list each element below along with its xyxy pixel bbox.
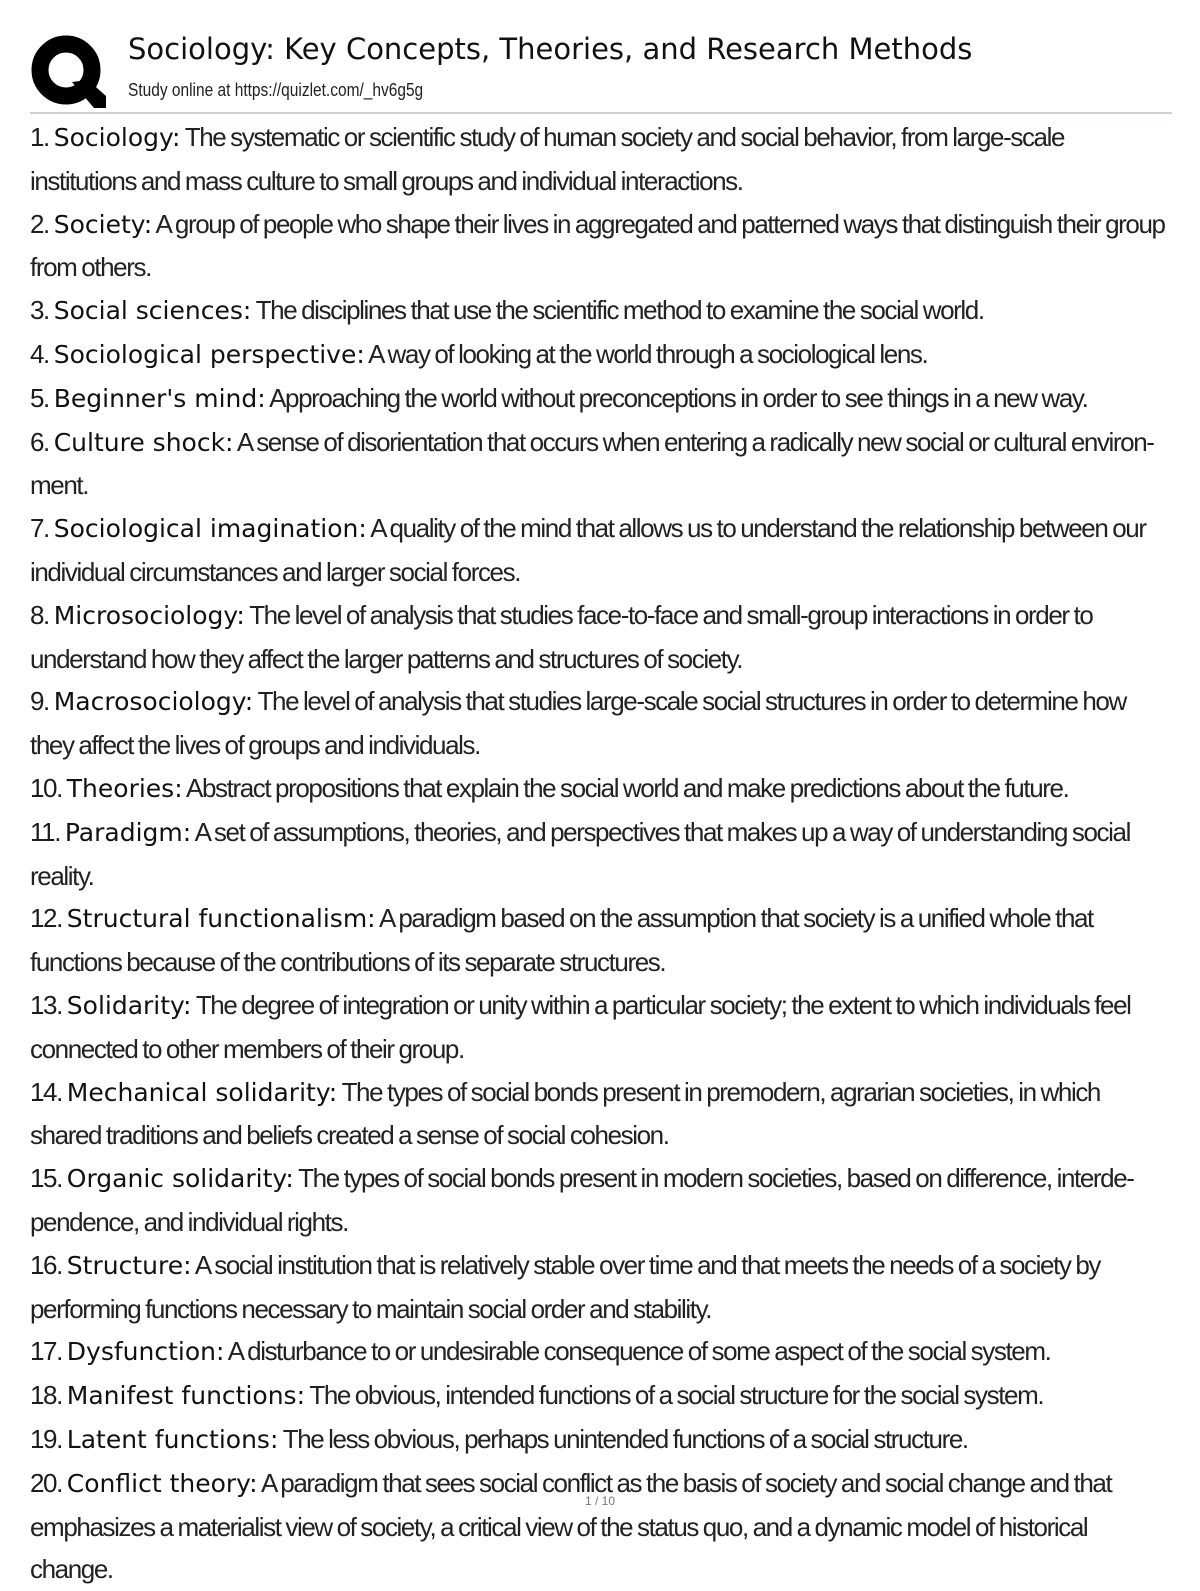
term-item — [30, 811, 1172, 898]
term-number: 12. — [30, 903, 62, 934]
term-number: 2. — [30, 208, 49, 239]
term-item — [30, 897, 1172, 984]
term-definition: Abstract propositions that explain the social world and make predictions about the future. — [186, 772, 1069, 803]
term-number: 19. — [30, 1423, 62, 1454]
term-item — [30, 1374, 1172, 1418]
term-name: Structural functionalism: — [66, 904, 376, 934]
study-online-link-text: Study online at https://quizlet.com/_hv6g5g — [128, 80, 424, 100]
header-divider — [30, 112, 1172, 114]
term-item — [30, 680, 1172, 767]
term-number: 8. — [30, 599, 49, 630]
term-number: 16. — [30, 1249, 62, 1280]
term-name: Manifest functions: — [66, 1381, 305, 1411]
term-definition: The types of social bonds present in modern societies, based on difference, interde- pendence, and individual rights. — [30, 1163, 1134, 1237]
term-definition: Approaching the world without preconceptions in order to see things in a new way. — [269, 382, 1088, 413]
term-name: Microsociology: — [53, 600, 245, 630]
term-definition: A paradigm that sees social conflict as the basis of society and social change and that emphasizes a materialist view of society, a critical view of the status quo, and a dynamic model of historical change. — [30, 1467, 1112, 1585]
term-item — [30, 377, 1172, 421]
term-item — [30, 1244, 1172, 1331]
term-name: Sociological perspective: — [53, 339, 365, 369]
term-number: 3. — [30, 295, 49, 326]
term-number: 7. — [30, 513, 49, 544]
term-definition: A set of assumptions, theories, and perspectives that makes up a way of understanding social reality. — [30, 816, 1130, 891]
term-definition: A way of looking at the world through a sociological lens. — [368, 338, 928, 369]
quizlet-q-logo-icon — [30, 34, 106, 110]
term-definition: The less obvious, perhaps unintended functions of a social structure. — [282, 1423, 968, 1454]
term-name: Latent functions: — [66, 1424, 279, 1454]
term-number: 6. — [30, 426, 49, 457]
term-name: Macrosociology: — [53, 687, 254, 717]
term-name: Beginner's mind: — [53, 383, 266, 413]
term-name: Dysfunction: — [66, 1337, 225, 1367]
term-name: Culture shock: — [53, 427, 234, 457]
term-name: Theories: — [66, 773, 183, 803]
term-definition: A quality of the mind that allows us to understand the relationship between our individual circumstances and larger social forces. — [30, 513, 1146, 587]
term-name: Sociology: — [53, 123, 181, 152]
term-number: 10. — [30, 772, 62, 803]
term-item — [30, 767, 1172, 811]
term-number: 5. — [30, 382, 49, 413]
term-definition: The types of social bonds present in premodern, agrarian societies, in which shared traditions and beliefs created a sense of social cohesion. — [30, 1076, 1100, 1151]
term-item — [30, 289, 1172, 333]
term-item — [30, 203, 1172, 290]
term-name: Society: — [53, 209, 153, 239]
term-number: 15. — [30, 1163, 62, 1194]
term-number: 14. — [30, 1076, 62, 1107]
term-name: Paradigm: — [64, 817, 192, 847]
term-item — [30, 116, 1172, 203]
term-item — [30, 507, 1172, 594]
term-number: 4. — [30, 338, 49, 369]
term-item — [30, 1330, 1172, 1374]
term-item — [30, 421, 1172, 508]
term-number: 1. — [30, 122, 49, 152]
term-item — [30, 594, 1172, 681]
page-indicator: 1 / 10 — [584, 1494, 616, 1508]
term-item — [30, 333, 1172, 377]
term-number: 13. — [30, 989, 62, 1020]
term-name: Sociological imagination: — [53, 514, 367, 544]
term-name: Organic solidarity: — [66, 1164, 294, 1194]
term-number: 17. — [30, 1336, 62, 1367]
document-title: Sociology: Key Concepts, Theories, and Research Methods — [128, 32, 973, 66]
term-list — [30, 116, 1172, 1591]
term-name: Social sciences: — [53, 296, 252, 326]
term-number: 11. — [30, 816, 61, 847]
term-number: 20. — [30, 1467, 62, 1498]
term-name: Structure: — [66, 1250, 192, 1280]
term-item — [30, 1071, 1172, 1158]
term-definition: A social institution that is relatively stable over time and that meets the needs of a society by performing functions necessary to maintain social order and stability. — [30, 1249, 1100, 1324]
term-definition: The level of analysis that studies large-scale social structures in order to determine how they affect the lives of groups and individuals. — [30, 686, 1126, 761]
term-item — [30, 1157, 1172, 1244]
term-definition: The degree of integration or unity within a particular society; the extent to which individuals feel connected to other members of their group. — [30, 989, 1131, 1064]
term-item — [30, 1418, 1172, 1462]
term-name: Conflict theory: — [66, 1468, 258, 1498]
document-header — [30, 28, 1172, 112]
term-definition: A disturbance to or undesirable consequence of some aspect of the social system. — [227, 1336, 1051, 1367]
term-name: Mechanical solidarity: — [66, 1077, 338, 1107]
term-number: 18. — [30, 1380, 62, 1411]
term-definition: The obvious, intended functions of a social structure for the social system. — [309, 1380, 1044, 1411]
term-definition: The disciplines that use the scientific method to examine the social world. — [255, 295, 984, 326]
term-item — [30, 1462, 1172, 1591]
term-definition: A sense of disorientation that occurs when entering a radically new social or cultural environ- ment. — [30, 426, 1154, 501]
term-definition: A group of people who shape their lives in aggregated and patterned ways that distinguish their group from others. — [30, 208, 1165, 283]
term-name: Solidarity: — [66, 990, 192, 1020]
term-number: 9. — [30, 686, 49, 717]
term-item — [30, 984, 1172, 1071]
term-definition: The systematic or scientific study of human society and social behavior, from large-scale institutions and mass culture to small groups and individual interactions. — [30, 122, 1065, 196]
term-definition: A paradigm based on the assumption that society is a unified whole that functions because of the contributions of its separate structures. — [30, 903, 1093, 978]
term-definition: The level of analysis that studies face-to-face and small-group interactions in order to understand how they affect the larger patterns and structures of society. — [30, 599, 1093, 674]
